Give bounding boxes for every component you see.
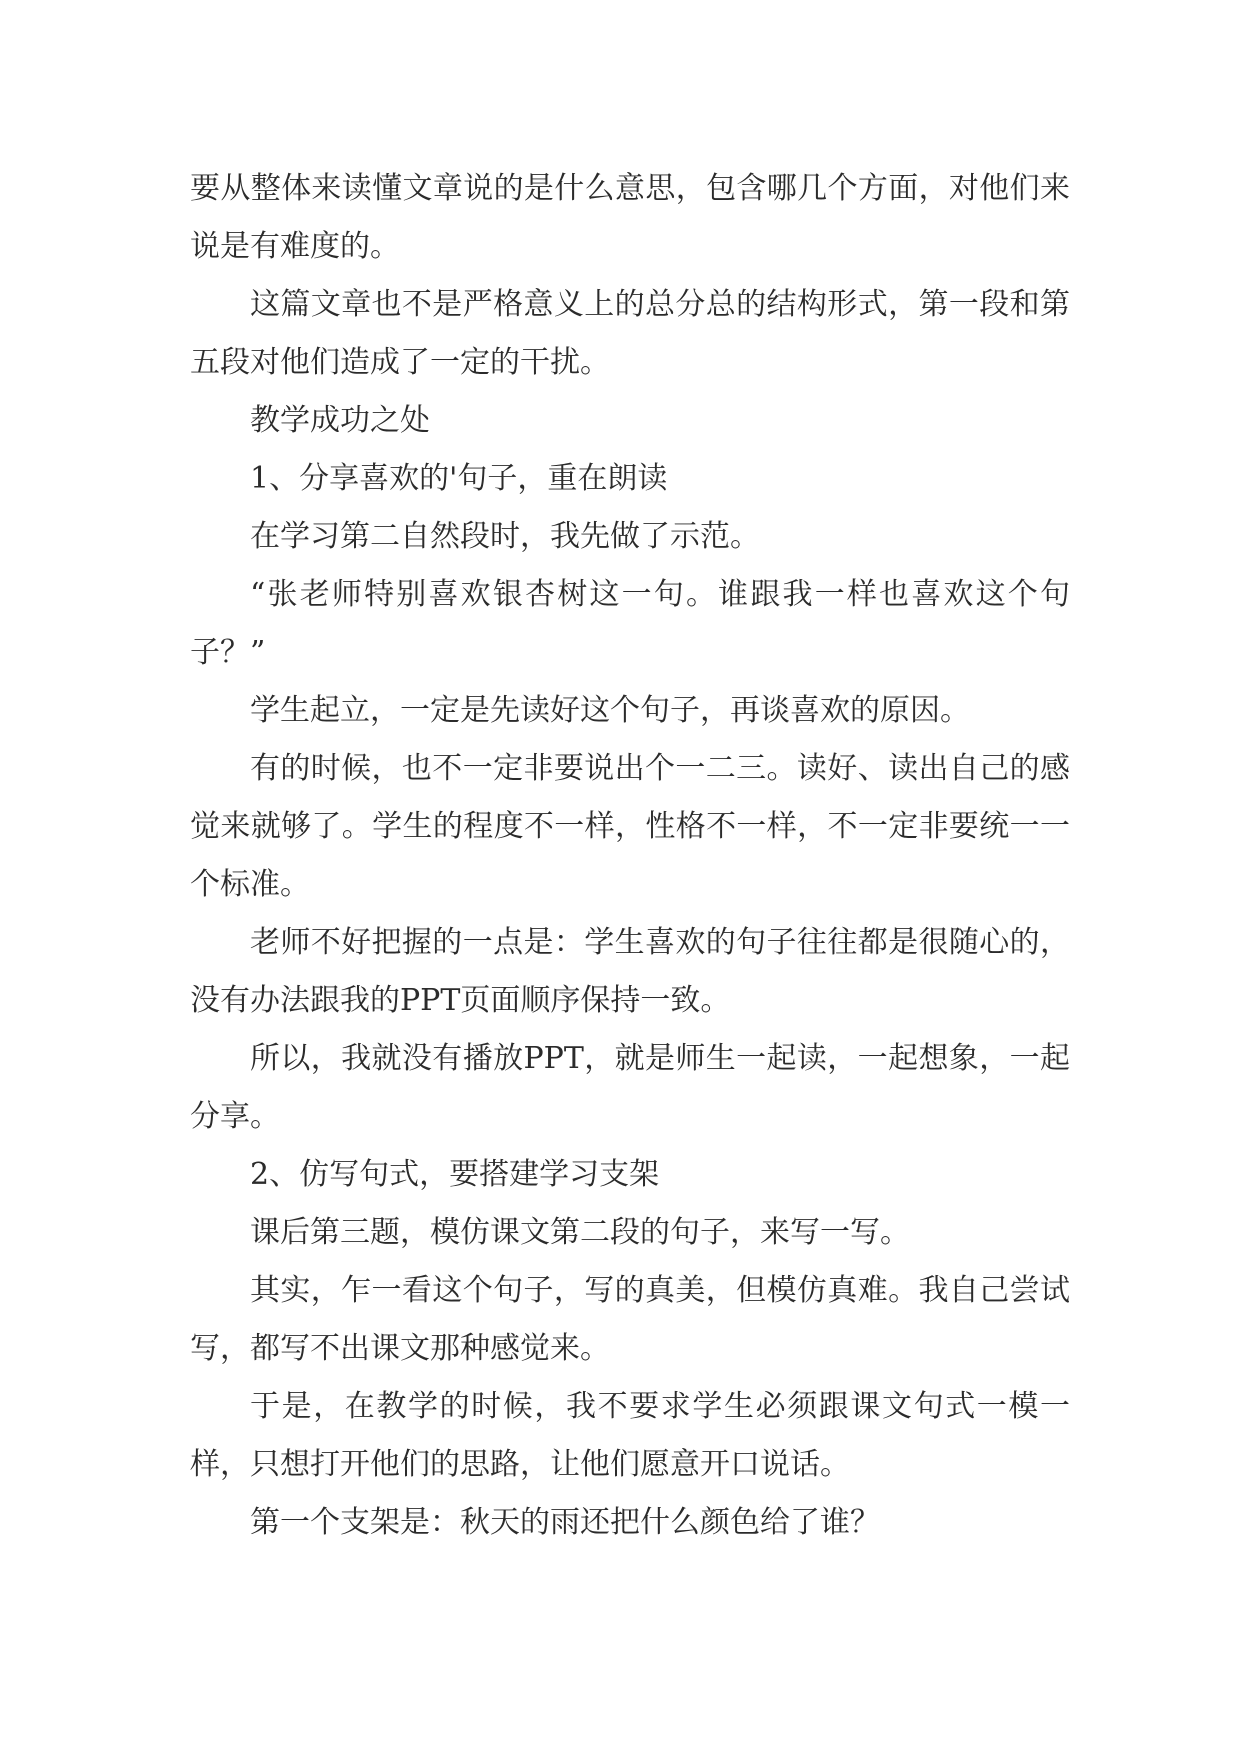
- paragraph: 这篇文章也不是严格意义上的总分总的结构形式，第一段和第五段对他们造成了一定的干扰。: [190, 287, 1070, 380]
- quoted-paragraph: “张老师特别喜欢银杏树这一句。谁跟我一样也喜欢这个句子？”: [190, 577, 1070, 670]
- document-body: [190, 160, 1070, 1552]
- paragraph: 第一个支架是：秋天的雨还把什么颜色给了谁？: [250, 1505, 880, 1540]
- paragraph: 其实，乍一看这个句子，写的真美，但模仿真难。我自己尝试写，都写不出课文那种感觉来。: [190, 1273, 1070, 1366]
- paragraph: 在学习第二自然段时，我先做了示范。: [250, 519, 760, 554]
- section-heading: 教学成功之处: [250, 403, 430, 438]
- paragraph: 于是，在教学的时候，我不要求学生必须跟课文句式一模一样，只想打开他们的思路，让他们愿意开口说话。: [190, 1389, 1070, 1482]
- paragraph: 要从整体来读懂文章说的是什么意思，包含哪几个方面，对他们来说是有难度的。: [190, 171, 1070, 264]
- paragraph: 学生起立，一定是先读好这个句子，再谈喜欢的原因。: [250, 693, 970, 728]
- subsection-heading: 2、仿写句式，要搭建学习支架: [250, 1157, 660, 1192]
- paragraph: 所以，我就没有播放PPT，就是师生一起读，一起想象，一起分享。: [190, 1041, 1070, 1134]
- paragraph: 课后第三题，模仿课文第二段的句子，来写一写。: [250, 1215, 910, 1250]
- subsection-heading: 1、分享喜欢的'句子，重在朗读: [250, 461, 668, 496]
- paragraph: 老师不好把握的一点是：学生喜欢的句子往往都是很随心的，没有办法跟我的PPT页面顺序保持一致。: [190, 925, 1070, 1018]
- paragraph: 有的时候，也不一定非要说出个一二三。读好、读出自己的感觉来就够了。学生的程度不一样，性格不一样，不一定非要统一一个标准。: [190, 751, 1070, 902]
